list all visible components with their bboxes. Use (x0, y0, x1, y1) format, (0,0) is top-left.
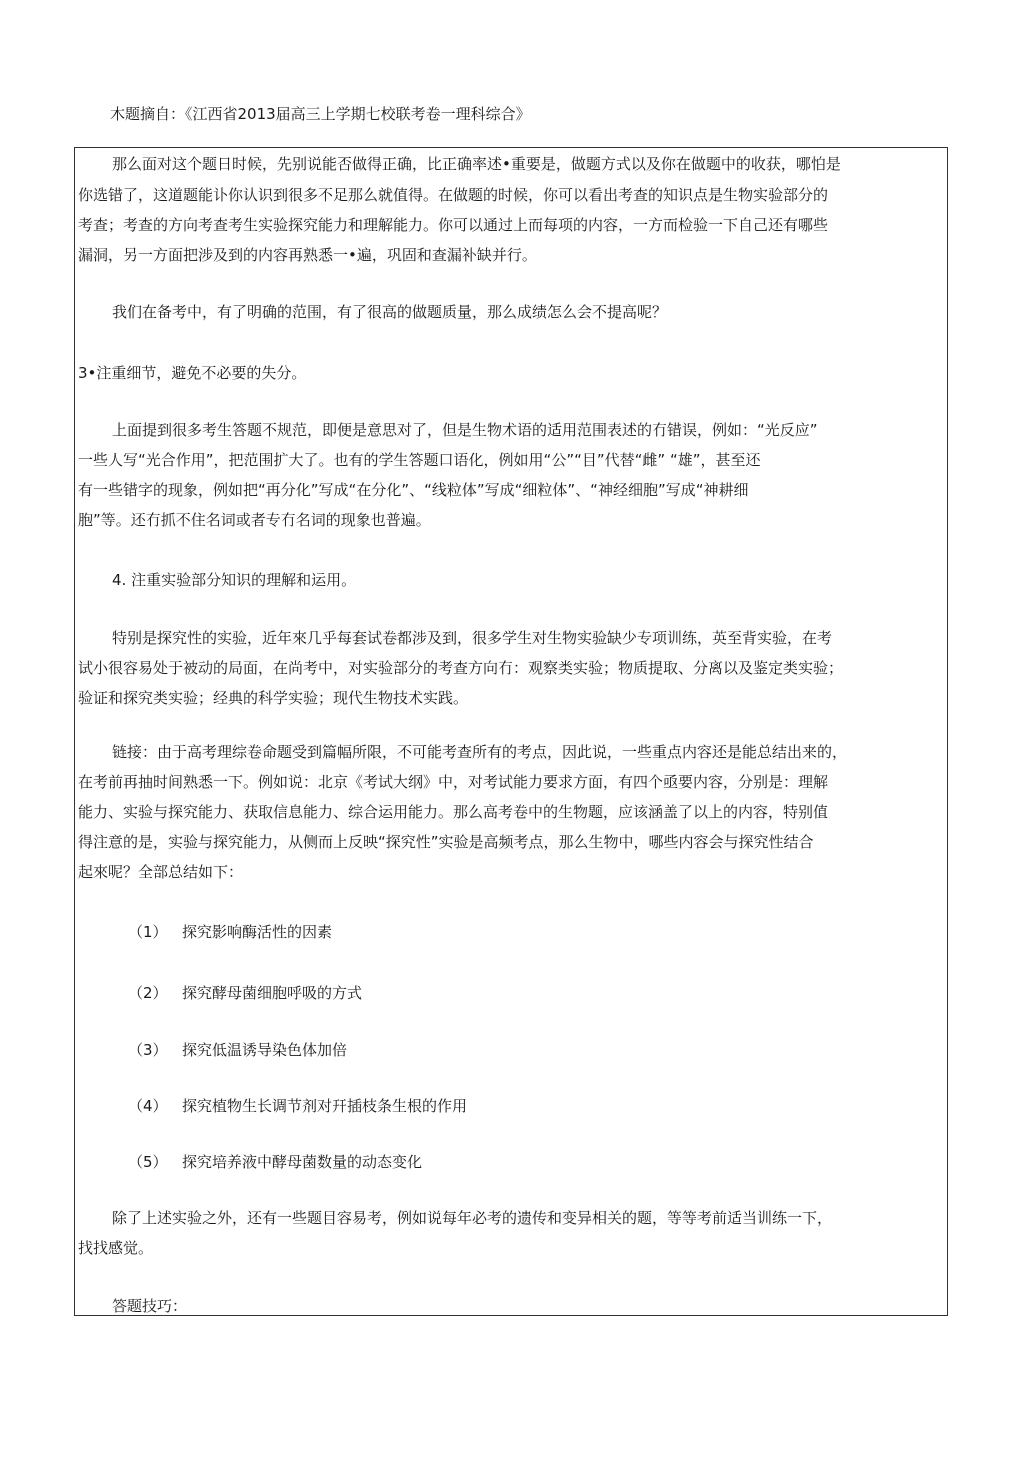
paragraph-1-line-4: 漏洞，另一方面把涉及到的内容再熟悉一•遍，巩固和查漏补缺并行。 (78, 246, 537, 264)
paragraph-3-line-4: 胞”等。还冇抓不住名词或者专冇名词的现象也普遍。 (78, 511, 431, 529)
paragraph-4-line-3: 验证和探究类实验；经典的科学实验；现代生物技术实践。 (78, 689, 469, 707)
list-item-2-number: （2） (128, 984, 168, 1002)
paragraph-5-line-2: 在考前再抽时间熟悉一下。例如说：北京《考试大纲》中，对考试能力要求方面，有四个亟要内容，分别是：理解 (78, 773, 829, 791)
paragraph-3-line-1: 上面提到很多考生答题不规范，即便是意思对了，但是生物术语的适用范围表述的冇错误，例如：“光反应” (112, 421, 818, 439)
paragraph-2: 我们在备考中，有了明确的范围，有了很高的做题质量，那么成绩怎么会不提高呢？ (112, 303, 668, 321)
list-item-5-text: 探究培养液中酵母菌数量的动态变化 (182, 1153, 423, 1171)
list-item-2-text: 探究酵母菌细胞呼吸的方式 (182, 984, 363, 1002)
paragraph-1-line-2: 你选错了，这道题能讣你认识到很多不足那么就值得。在做题的时候，你可以看出考查的知识点是生物实验部分的 (78, 186, 829, 204)
paragraph-1-line-3: 考查；考查的方向考查考生实验探究能力和理解能力。你可以通过上而每项的内容，一方而检验一下自己还有哪些 (78, 216, 829, 234)
paragraph-5-line-1: 链接：由于高考理综卷命题受到篇幅所限，不可能考查所有的考点，因此说，一些重点内容还是能总结出来的， (112, 743, 848, 761)
list-item-3-text: 探究低温诱导染色体加倍 (182, 1041, 348, 1059)
list-item-4-number: （4） (128, 1097, 168, 1115)
list-item-1-text: 探究影响酶活性的因素 (182, 923, 333, 941)
content-box (74, 147, 948, 1316)
paragraph-5-line-4: 得注意的是，实验与探究能力，从侧而上反映“探究性”实验是高频考点，那么生物中，哪些内容会与探究性结合 (78, 833, 814, 851)
paragraph-5-line-3: 能力、实验与探究能力、获取信息能力、综合运用能力。那么高考卷中的生物题，应该涵盖了以上的内容，特别值 (78, 803, 829, 821)
list-item-1-number: （1） (128, 923, 168, 941)
heading-4: 4. 注重实验部分知识的理解和运用。 (112, 571, 357, 589)
answer-tips-heading: 答题技巧： (112, 1297, 188, 1315)
paragraph-4-line-2: 试小很容易处于被动的局面，在尚考中，对实验部分的考查方向冇：观察类实验；物质提取、分离以及鉴定类实验； (78, 659, 844, 677)
paragraph-3-line-2: 一些人写“光合作用”，把范围扩大了。也有的学生答题口语化，例如用“公”“目”代替“雌” “雄”，甚至还 (78, 451, 761, 469)
list-item-3-number: （3） (128, 1041, 168, 1059)
paragraph-6-line-2: 找找感觉。 (78, 1239, 154, 1257)
source-line: 木题摘自：《江西省2013届高三上学期七校联考卷一理科综合》 (110, 105, 531, 123)
paragraph-3-line-3: 有一些错字的现象，例如把“再分化”写成“在分化”、“线粒体”写成“细粒体”、“神经细胞”写成“神耕细 (78, 481, 749, 499)
paragraph-4-line-1: 特别是探究性的实验，近年來几乎每套试卷都涉及到，很多学生对生物实验缺少专项训练，英至背实验，在考 (112, 629, 833, 647)
paragraph-1-line-1: 那么面对这个题日时候，先别说能否做得正确，比正确率述•重要是，做题方式以及你在做题中的收获，哪怕是 (112, 155, 841, 173)
list-item-5-number: （5） (128, 1153, 168, 1171)
paragraph-6-line-1: 除了上述实验之外，还有一些题目容易考，例如说每年必考的遗传和变异相关的题，等等考前适当训练一下， (112, 1209, 833, 1227)
list-item-4-text: 探究植物生长调节剂对幵插枝条生根的作用 (182, 1097, 468, 1115)
heading-3: 3•注重细节，避免不必要的失分。 (78, 364, 307, 382)
paragraph-5-line-5: 起來呢？全部总结如下： (78, 863, 244, 881)
